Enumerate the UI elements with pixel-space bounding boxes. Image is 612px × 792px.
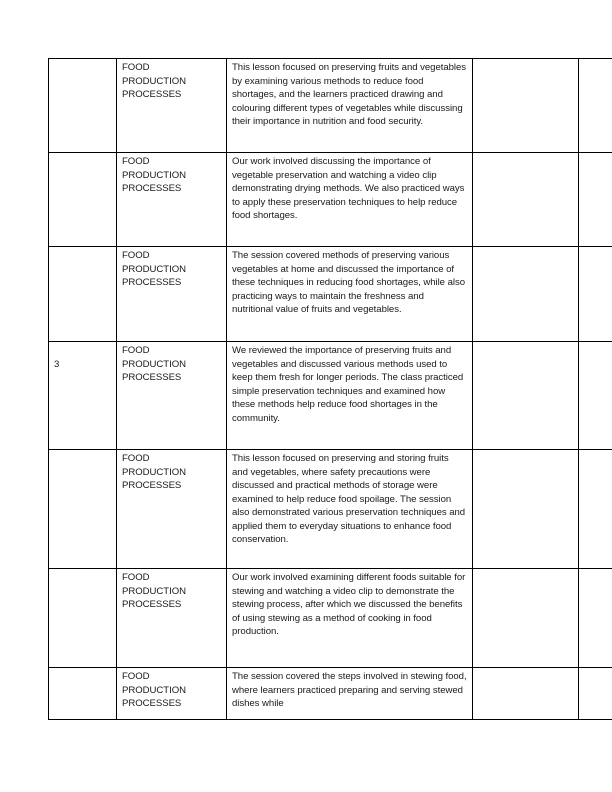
strand-cell bbox=[117, 59, 227, 153]
strand-text: FOOD bbox=[122, 671, 150, 682]
empty-cell bbox=[473, 153, 579, 247]
empty-cell bbox=[579, 153, 612, 247]
strand-cell bbox=[117, 153, 227, 247]
table-row bbox=[49, 59, 612, 153]
strand-text: FOOD bbox=[122, 345, 150, 356]
strand-text: FOOD bbox=[122, 572, 150, 583]
table-row bbox=[49, 247, 612, 342]
strand-cell bbox=[117, 342, 227, 450]
description-cell: The session covered methods of preserving various vegetables at home and discussed the importance of these techniques in reducing food shortages, while also practicing ways to maintain the freshness and nutritional value of fruits and vegetables. bbox=[227, 247, 473, 342]
strand-text: PRODUCTION bbox=[122, 585, 186, 597]
week-number bbox=[54, 249, 111, 263]
week-cell bbox=[49, 668, 117, 720]
strand-text: PROCESSES bbox=[122, 183, 182, 194]
empty-cell bbox=[473, 450, 579, 569]
week-number bbox=[54, 670, 111, 684]
table-row bbox=[49, 668, 612, 720]
strand-text: FOOD bbox=[122, 453, 150, 464]
week-number bbox=[54, 571, 111, 585]
week-number bbox=[54, 61, 111, 75]
strand-text: PROCESSES bbox=[122, 480, 182, 491]
week-number bbox=[54, 155, 111, 169]
strand-text: FOOD bbox=[122, 250, 150, 261]
strand-text: PRODUCTION bbox=[122, 169, 186, 181]
strand-cell bbox=[117, 247, 227, 342]
week-number bbox=[54, 452, 111, 466]
week-cell bbox=[49, 569, 117, 668]
week-cell bbox=[49, 342, 117, 450]
empty-cell bbox=[473, 342, 579, 450]
empty-cell bbox=[473, 569, 579, 668]
strand-text: PRODUCTION bbox=[122, 75, 186, 87]
strand-text: PRODUCTION bbox=[122, 684, 186, 696]
table-row bbox=[49, 153, 612, 247]
empty-cell bbox=[579, 247, 612, 342]
table-row bbox=[49, 450, 612, 569]
empty-cell bbox=[579, 342, 612, 450]
strand-text: FOOD bbox=[122, 156, 150, 167]
strand-text: PROCESSES bbox=[122, 277, 182, 288]
lesson-record-table bbox=[48, 58, 612, 720]
strand-text: PROCESSES bbox=[122, 372, 182, 383]
empty-cell bbox=[579, 668, 612, 720]
empty-cell bbox=[579, 59, 612, 153]
strand-text: PRODUCTION bbox=[122, 358, 186, 370]
strand-text: PROCESSES bbox=[122, 599, 182, 610]
empty-cell bbox=[579, 569, 612, 668]
strand-cell bbox=[117, 668, 227, 720]
strand-text: PRODUCTION bbox=[122, 263, 186, 275]
empty-cell bbox=[473, 247, 579, 342]
week-number: 3 bbox=[54, 358, 60, 370]
week-cell bbox=[49, 450, 117, 569]
description-cell: This lesson focused on preserving and storing fruits and vegetables, where safety precautions were discussed and practical methods of storage were examined to help reduce food spoilage. The session also demonstrated various preservation techniques and applied them to everyday situations to enhance food conservation. bbox=[227, 450, 473, 569]
strand-text: PROCESSES bbox=[122, 89, 182, 100]
description-cell: This lesson focused on preserving fruits and vegetables by examining various methods to reduce food shortages, and the learners practiced drawing and colouring different types of vegetables while discussing their importance in nutrition and food security. bbox=[227, 59, 473, 153]
description-cell: The session covered the steps involved in stewing food, where learners practiced preparing and serving stewed dishes while bbox=[227, 668, 473, 720]
strand-cell bbox=[117, 450, 227, 569]
empty-cell bbox=[579, 450, 612, 569]
strand-cell bbox=[117, 569, 227, 668]
week-cell bbox=[49, 153, 117, 247]
strand-text: PROCESSES bbox=[122, 698, 182, 709]
strand-text: FOOD bbox=[122, 62, 150, 73]
description-cell: Our work involved examining different foods suitable for stewing and watching a video clip to demonstrate the stewing process, after which we discussed the benefits of using stewing as a method of cooking in food production. bbox=[227, 569, 473, 668]
table-row bbox=[49, 342, 612, 450]
week-cell bbox=[49, 59, 117, 153]
empty-cell bbox=[473, 59, 579, 153]
week-cell bbox=[49, 247, 117, 342]
description-cell: Our work involved discussing the importance of vegetable preservation and watching a video clip demonstrating drying methods. We also practiced ways to apply these preservation techniques to help reduce food shortages. bbox=[227, 153, 473, 247]
strand-text: PRODUCTION bbox=[122, 466, 186, 478]
table-row bbox=[49, 569, 612, 668]
empty-cell bbox=[473, 668, 579, 720]
description-cell: We reviewed the importance of preserving fruits and vegetables and discussed various methods used to keep them fresh for longer periods. The class practiced simple preservation techniques and examined how these methods help reduce food shortages in the community. bbox=[227, 342, 473, 450]
